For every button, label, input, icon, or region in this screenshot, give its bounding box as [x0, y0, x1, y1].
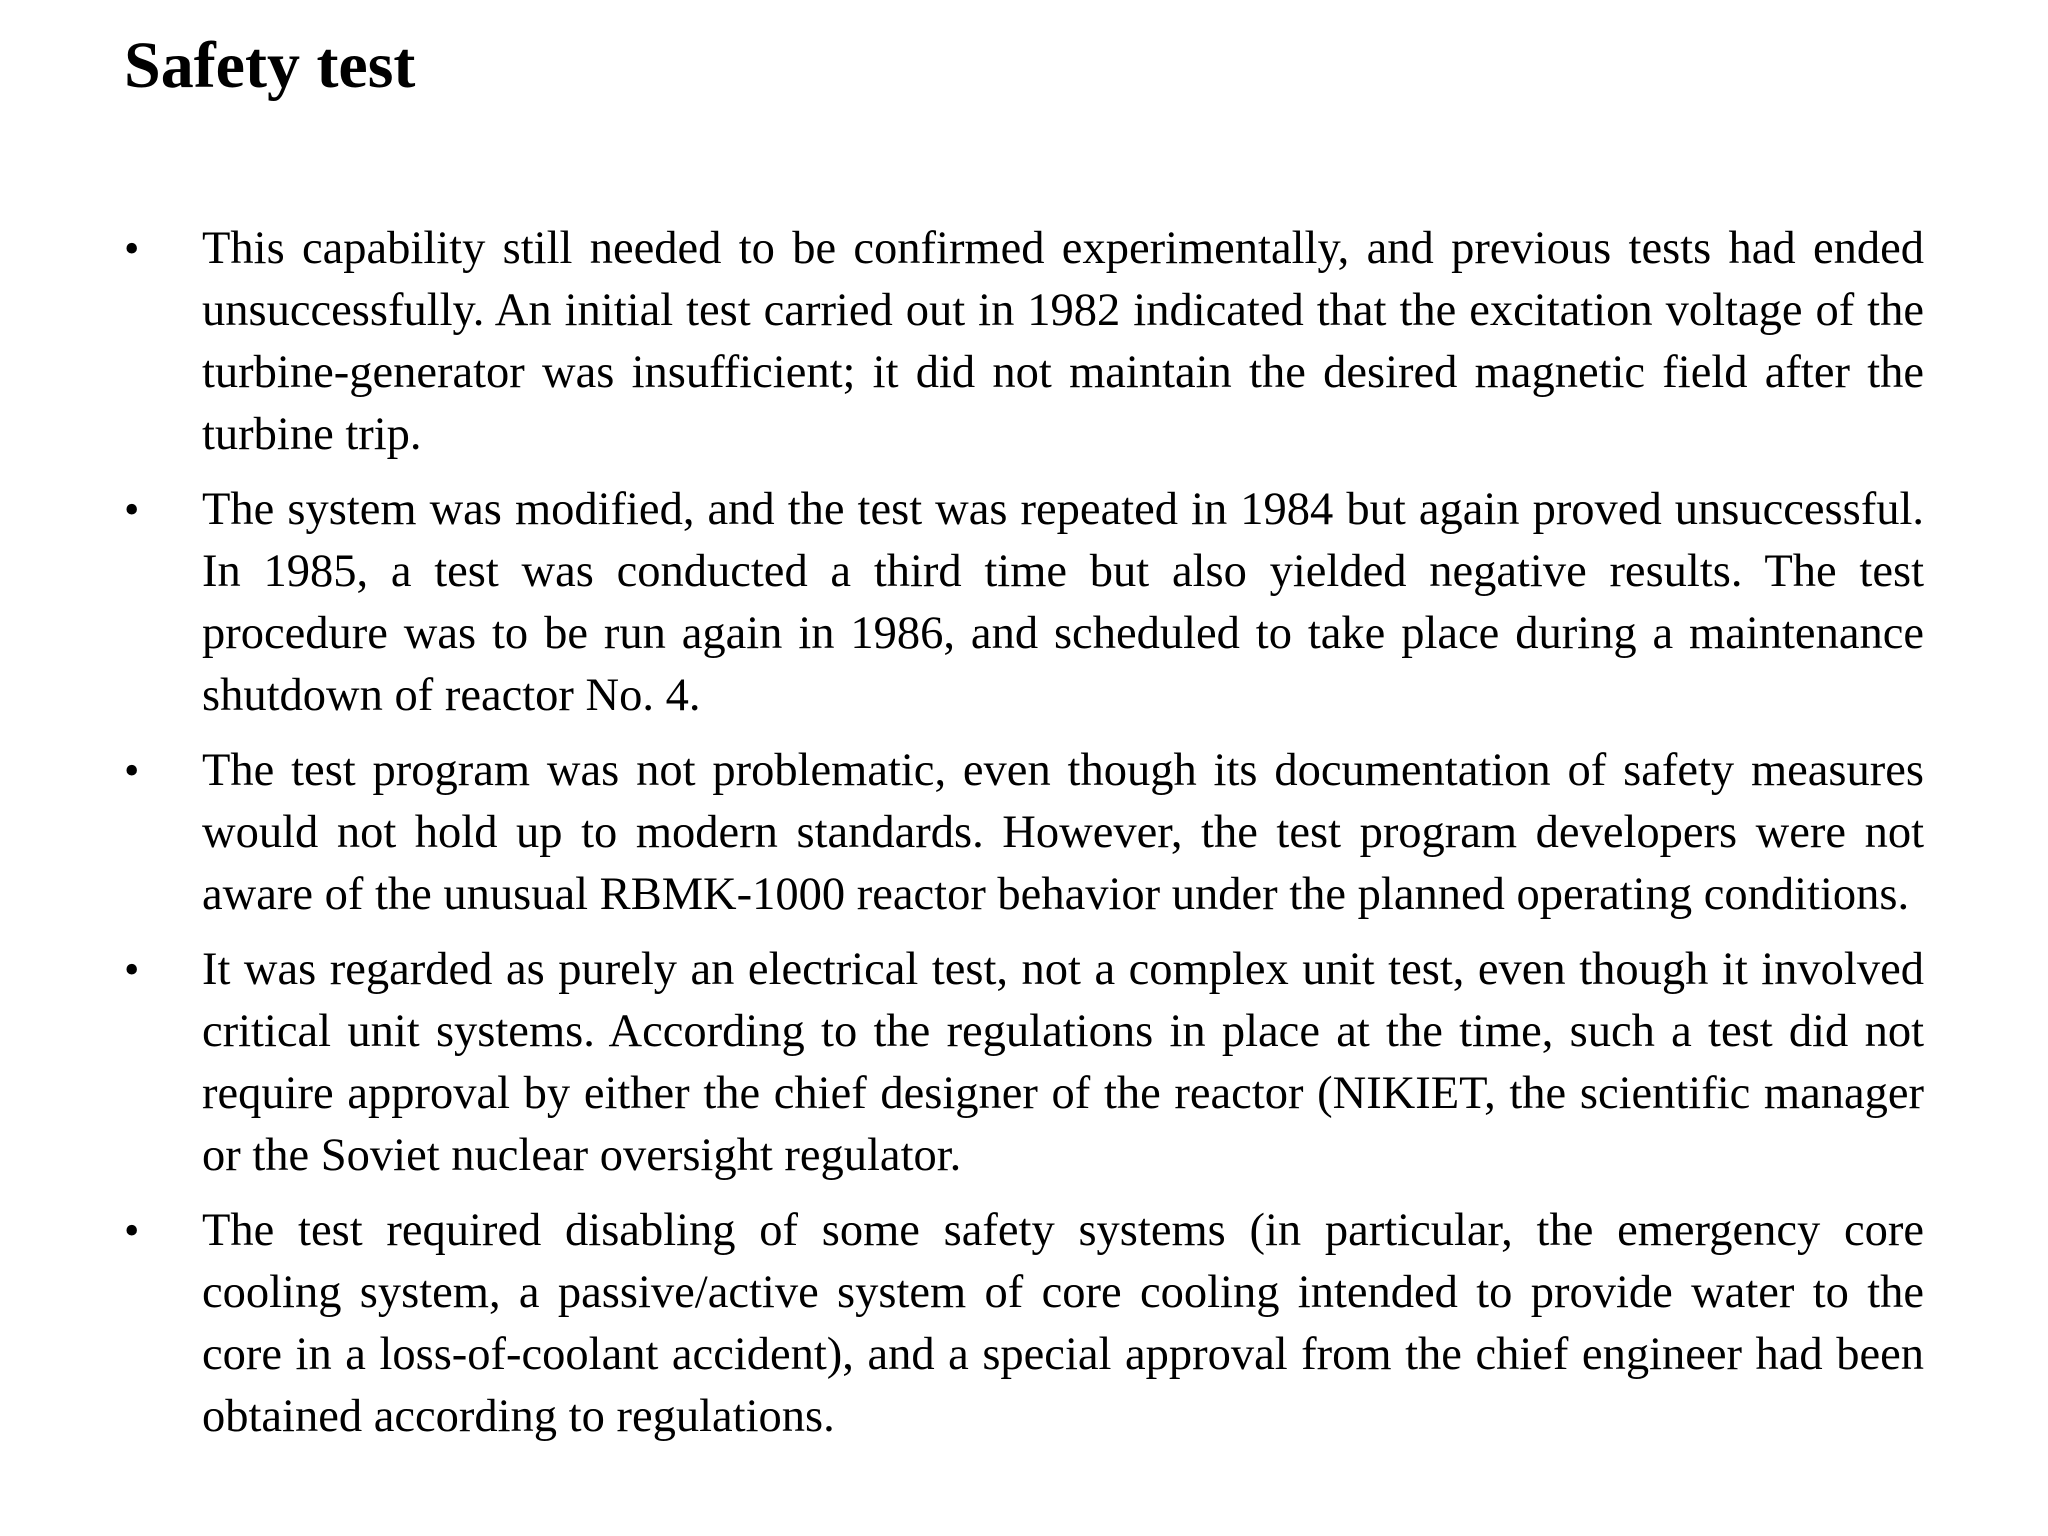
bullet-text: This capability still needed to be confirmed experimentally, and previous tests had ended unsuccessfully. An initial test carried out in 1982 indicated that the excitation voltage of the turbine-generator was insufficient; it did not maintain the desired magnetic field after the turbine trip.	[202, 223, 1924, 460]
bullet-text: It was regarded as purely an electrical test, not a complex unit test, even though it involved critical unit systems. According to the regulations in place at the time, such a test did not require approval by either the chief designer of the reactor (NIKIET, the scientific manager or the Soviet nuclear oversight regulator.	[202, 944, 1924, 1181]
bullet-item-4	[124, 939, 1924, 1187]
bullet-list	[124, 218, 1924, 1461]
bullet-dot-icon: •	[124, 1206, 140, 1255]
bullet-item-1	[124, 218, 1924, 466]
bullet-item-5	[124, 1200, 1924, 1448]
bullet-text: The system was modified, and the test was repeated in 1984 but again proved unsuccessful. In 1985, a test was conducted a third time but also yielded negative results. The test procedure was to be run again in 1986, and scheduled to take place during a maintenance shutdown of reactor No. 4.	[202, 484, 1924, 721]
bullet-item-3	[124, 740, 1924, 926]
slide-title: Safety test	[124, 29, 416, 102]
bullet-text: The test required disabling of some safety systems (in particular, the emergency core cooling system, a passive/active system of core cooling intended to provide water to the core in a loss-of-coolant accident), and a special approval from the chief engineer had been obtained according to regulations.	[202, 1205, 1924, 1442]
bullet-dot-icon: •	[124, 224, 140, 273]
bullet-item-2	[124, 479, 1924, 727]
bullet-dot-icon: •	[124, 485, 140, 534]
bullet-dot-icon: •	[124, 945, 140, 994]
bullet-text: The test program was not problematic, even though its documentation of safety measures would not hold up to modern standards. However, the test program developers were not aware of the unusual RBMK-1000 reactor behavior under the planned operating conditions.	[202, 745, 1924, 920]
bullet-dot-icon: •	[124, 746, 140, 795]
